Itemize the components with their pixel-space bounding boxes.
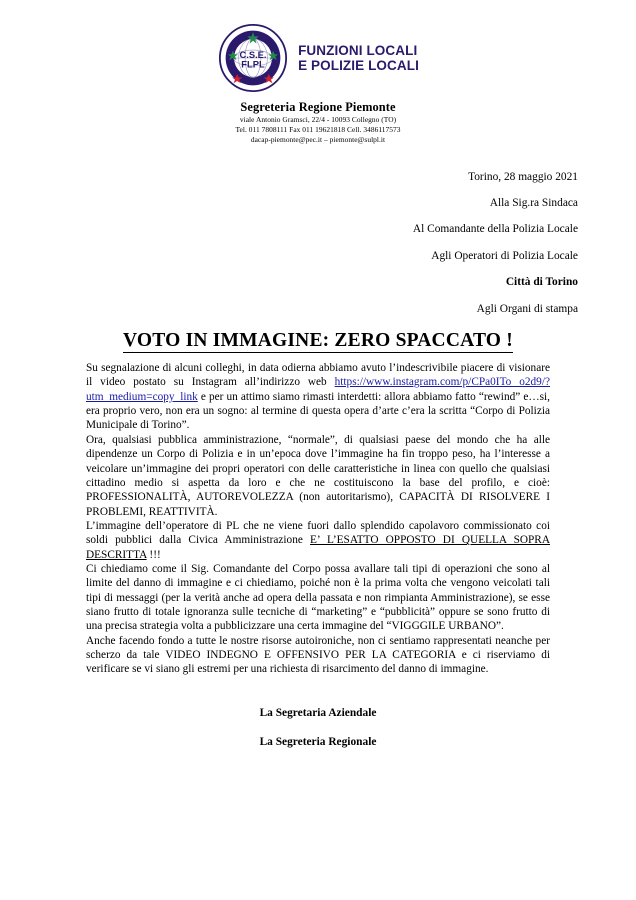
signature-block — [0, 707, 636, 748]
addressee-block — [0, 172, 636, 315]
logo-initials-bottom: FLPL — [241, 59, 265, 70]
cse-flpl-logo-icon — [217, 22, 289, 94]
paragraph-5-rest: e ci riserviamo di verificare se vi siano gli estremi per una richiesta di risarcimento del danno di immagine. — [86, 648, 551, 676]
paragraph-1-rest: e per un attimo siamo rimasti interdetti: allora abbiamo fatto “rewind” e…si, era proprio vero, non era un sogno: al termine di questa opera d’arte c’era la scritta “Corpo di Polizia Municipale di Torino”. — [86, 390, 550, 432]
instagram-post-link[interactable]: https://www.instagram.com/p/CPa0ITo o2d9/?utm_medium=copy_link — [86, 376, 550, 403]
addressee-press: Agli Organi di stampa — [476, 302, 578, 315]
page-title-text: VOTO IN IMMAGINE: ZERO SPACCATO ! — [123, 330, 513, 352]
paragraph-1-intro: Su segnalazione di alcuni colleghi, in data odierna abbiamo avuto l’indescrivibile piacere di visionare il video postato su Instagram all’indirizzo web — [86, 362, 550, 389]
secretariat-title: Segreteria Regione Piemonte — [240, 100, 396, 114]
paragraph-5 — [86, 634, 550, 677]
paragraph-4: Ci chiediamo come il Sig. Comandante del Corpo possa avallare tali tipi di operazioni che sono al limite del danno di immagine e ci chiediamo, poiché non è la prima volta che vengono veicolati tali tipi di messaggi (per la verità anche ad opera della passata e non rimpianta Amministrazione), se esse siano frutto di totale ignoranza sulle tecniche di “marketing” e “pubblicità” oppure se sono frutto di una precisa strategia volta a pubblicizzare una certa immagine del “VIGGGILE URBANO”. — [86, 562, 550, 633]
addressee-commander: Al Comandante della Polizia Locale — [412, 223, 578, 236]
organization-name — [298, 43, 419, 73]
addressee-mayor: Alla Sig.ra Sindaca — [489, 197, 578, 210]
paragraph-5-intro: Anche facendo fondo a tutte le nostre risorse autoironiche, non ci sentiamo rappresentati neanche per scherzo da tale — [86, 634, 550, 661]
secretariat-address: viale Antonio Gramsci, 22/4 - 10093 Collegno (TO) — [239, 115, 397, 124]
secretariat-emails: dacap-piemonte@pec.it – piemonte@sulpl.it — [250, 135, 386, 145]
paragraph-3-rest: !!! — [146, 548, 161, 561]
letterhead — [0, 0, 636, 94]
document-body — [86, 361, 550, 677]
document-date: Torino, 28 maggio 2021 — [468, 170, 578, 183]
paragraph-3 — [86, 519, 550, 562]
page-title — [0, 330, 636, 352]
addressee-officers: Agli Operatori di Polizia Locale — [431, 249, 578, 262]
paragraph-2: Ora, qualsiasi pubblica amministrazione, “normale”, di qualsiasi paese del mondo che ha alle dipendenze un Corpo di Polizia e in un’epoca dove l’immagine ha fin troppo peso, ha l’interesse a veicolare un’immagine dei propri operatori con delle caratteristiche in linea con quello che qualsiasi cittadino medio si aspetta da loro e che ne costituiscono la base del profilo, e cioè: PROFESSIONALITÀ, AUTOREVOLEZZA (non autoritarismo), CAPACITÀ DI RISOLVERE I PROBLEMI, REATTIVITÀ. — [86, 433, 550, 518]
organization-name-line2: E POLIZIE LOCALI — [298, 58, 419, 73]
paragraph-5-emphasis: VIDEO INDEGNO E OFFENSIVO PER LA CATEGORIA — [165, 648, 456, 661]
secretariat-contacts: Tel. 011 7808111 Fax 011 19621818 Cell. 3486117573 — [235, 125, 401, 135]
paragraph-1 — [86, 361, 550, 433]
secretariat-block — [0, 100, 636, 146]
logo-initials-top: C.S.E. — [239, 50, 267, 60]
paragraph-3-emphasis: E’ L’ESATTO OPPOSTO DI QUELLA SOPRA DESCRITTA — [86, 534, 551, 561]
signature-regional-secretary: La Segreteria Regionale — [259, 735, 377, 748]
paragraph-3-intro: L’immagine dell’operatore di PL che ne viene fuori dallo splendido capolavoro commissionato coi soldi pubblici dalla Civica Amministrazione — [86, 519, 550, 547]
signature-company-secretary: La Segretaria Aziendale — [259, 706, 377, 719]
organization-name-line1: FUNZIONI LOCALI — [298, 42, 418, 58]
addressee-city: Città di Torino — [505, 276, 578, 289]
logo-group — [217, 22, 419, 94]
